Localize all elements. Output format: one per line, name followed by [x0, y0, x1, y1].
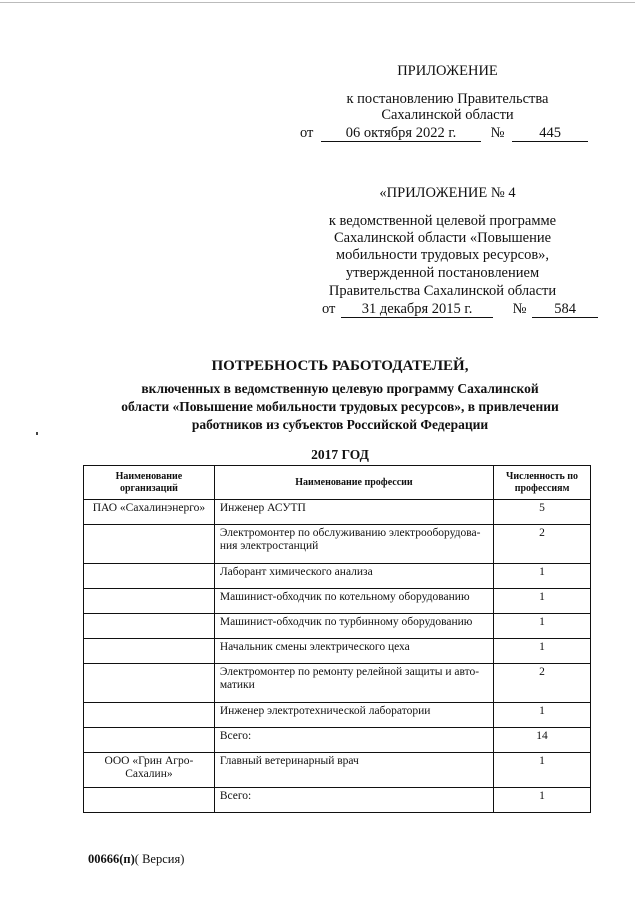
- table-row: [84, 639, 591, 664]
- org-cell: ООО «Грин Агро-Сахалин»: [84, 753, 215, 788]
- profession-cell: Начальник смены электрического цеха: [214, 639, 493, 664]
- org-cell: [84, 589, 215, 614]
- table-row: [84, 614, 591, 639]
- count-cell: 2: [494, 525, 591, 564]
- appendix4-date-line: [322, 300, 607, 318]
- profession-cell: Лаборант химического анализа: [214, 564, 493, 589]
- org-cell: [84, 564, 215, 589]
- count-cell: 2: [494, 664, 591, 703]
- doc-subtitle-2: области «Повышение мобильности трудовых ресурсов», в привлечении: [121, 399, 559, 414]
- table-row-total: [84, 788, 591, 813]
- appendix4-line4: утвержденной постановлением: [345, 265, 540, 281]
- total-count-cell: 1: [494, 788, 591, 813]
- count-cell: 1: [494, 614, 591, 639]
- total-count-cell: 14: [494, 728, 591, 753]
- appendix4-title: «ПРИЛОЖЕНИЕ № 4: [379, 185, 516, 201]
- count-cell: 1: [494, 753, 591, 788]
- total-label-cell: Всего:: [214, 788, 493, 813]
- appendix4-line2: Сахалинской области «Повышение: [333, 230, 552, 246]
- table-row: [84, 753, 591, 788]
- scan-speck: [36, 432, 38, 435]
- appendix4-number: 584: [532, 301, 598, 318]
- org-cell: [84, 639, 215, 664]
- profession-cell: Машинист-обходчик по котельному оборудованию: [214, 589, 493, 614]
- doc-title: ПОТРЕБНОСТЬ РАБОТОДАТЕЛЕЙ,: [211, 358, 469, 374]
- appendix-heading: ПРИЛОЖЕНИЕ: [397, 63, 498, 79]
- profession-cell: Электромонтер по обслуживанию электрооборудова-ния электростанций: [214, 525, 493, 564]
- total-label-cell: Всего:: [214, 728, 493, 753]
- doc-subtitle-3: работников из субъектов Российской Федерации: [191, 417, 489, 432]
- org-cell: [84, 664, 215, 703]
- resolution-date: 06 октября 2022 г.: [321, 125, 481, 142]
- scan-edge-line: [0, 2, 635, 3]
- document-code: [88, 852, 184, 867]
- count-cell: 1: [494, 564, 591, 589]
- count-cell: 5: [494, 500, 591, 525]
- from-label: от: [300, 125, 314, 141]
- org-cell: [84, 525, 215, 564]
- org-cell: ПАО «Сахалинэнерго»: [84, 500, 215, 525]
- profession-cell: Электромонтер по ремонту релейной защиты и авто-матики: [214, 664, 493, 703]
- profession-cell: Инженер электротехнической лаборатории: [214, 703, 493, 728]
- region-line: Сахалинской области: [381, 107, 514, 123]
- header-org: Наименование организаций: [84, 466, 215, 500]
- table-row: [84, 664, 591, 703]
- count-cell: 1: [494, 589, 591, 614]
- table-row: [84, 500, 591, 525]
- number-label: №: [490, 125, 505, 141]
- document-code-number: 00666(п): [88, 852, 135, 866]
- header-count: Численность по профессиям: [494, 466, 591, 500]
- appendix4-line3: мобильности трудовых ресурсов»,: [335, 247, 550, 263]
- org-cell: [84, 703, 215, 728]
- from-label: от: [322, 301, 336, 317]
- resolution-number: 445: [512, 125, 588, 142]
- resolution-date-line: [300, 124, 600, 142]
- table-row: [84, 525, 591, 564]
- doc-subtitle-1: включенных в ведомственную целевую программу Сахалинской: [141, 381, 539, 396]
- document-version: ( Версия): [134, 852, 185, 866]
- appendix4-line5: Правительства Сахалинской области: [328, 283, 557, 299]
- table-row: [84, 564, 591, 589]
- org-cell: [84, 728, 215, 753]
- profession-cell: Главный ветеринарный врач: [214, 753, 493, 788]
- count-cell: 1: [494, 639, 591, 664]
- appendix4-line1: к ведомственной целевой программе: [328, 213, 557, 229]
- table-header-row: [84, 466, 591, 500]
- org-cell: [84, 788, 215, 813]
- number-label: №: [512, 301, 527, 317]
- profession-cell: Машинист-обходчик по турбинному оборудованию: [214, 614, 493, 639]
- profession-cell: Инженер АСУТП: [214, 500, 493, 525]
- employer-needs-table: [83, 465, 591, 813]
- table-row: [84, 589, 591, 614]
- count-cell: 1: [494, 703, 591, 728]
- table-row-total: [84, 728, 591, 753]
- doc-year: 2017 ГОД: [311, 447, 369, 462]
- resolution-line: к постановлению Правительства: [346, 91, 549, 107]
- org-cell: [84, 614, 215, 639]
- header-profession: Наименование профессии: [214, 466, 493, 500]
- appendix4-date: 31 декабря 2015 г.: [341, 301, 493, 318]
- table-row: [84, 703, 591, 728]
